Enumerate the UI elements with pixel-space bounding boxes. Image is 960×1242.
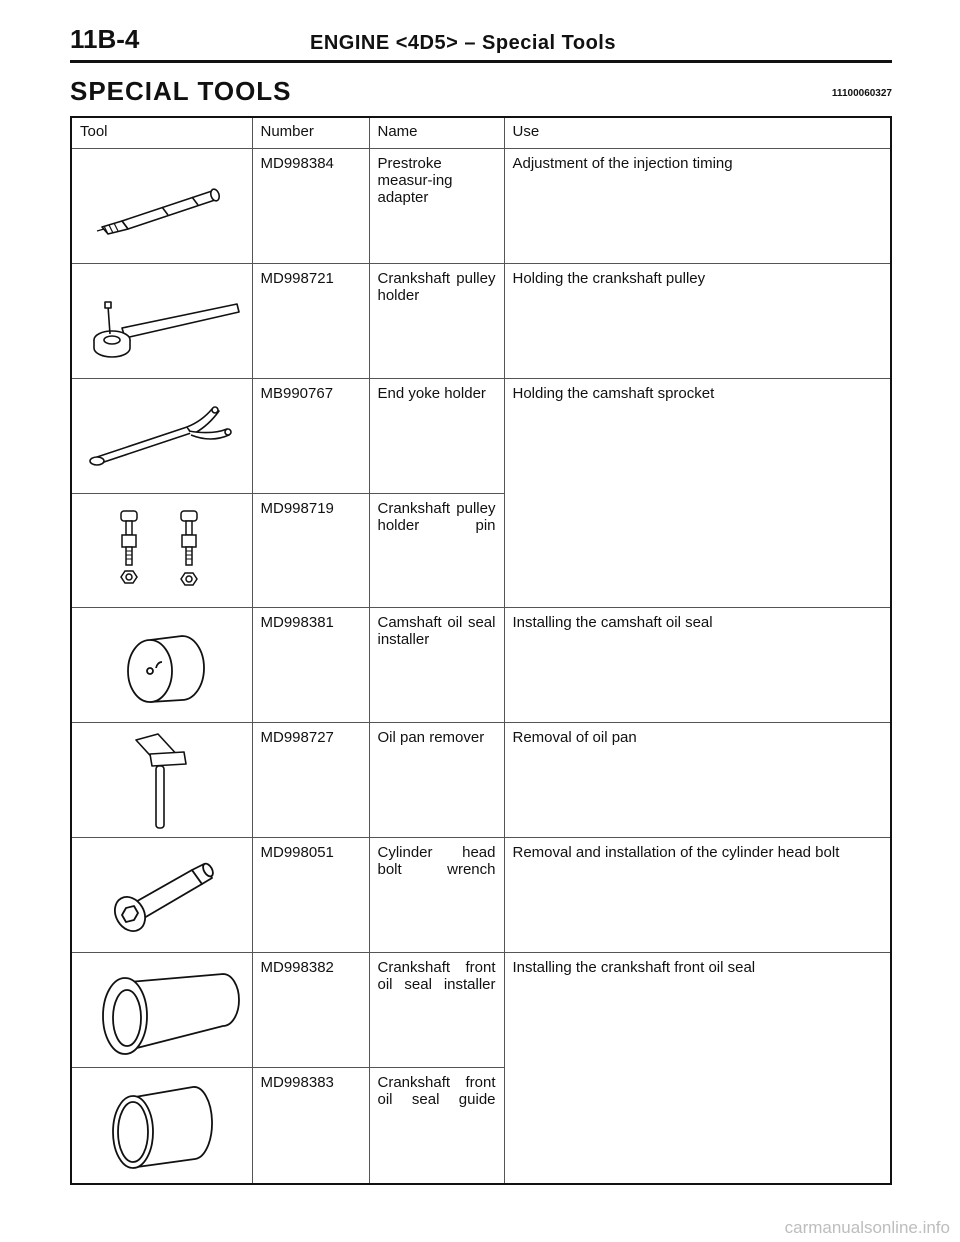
section-title: SPECIAL TOOLS [70,76,292,106]
table-header-row [71,117,891,149]
table-row [71,953,891,1068]
table-row [71,838,891,953]
tool-image-cell [71,494,252,608]
tool-use: Holding the camshaft sprocket [504,379,891,608]
end-yoke-holder-icon [77,391,247,481]
tool-image-cell [71,608,252,723]
prestroke-measuring-adapter-icon [82,161,242,251]
document-code: 11100060327 [831,88,892,99]
tool-use: Removal and installation of the cylinder head bolt [504,838,891,953]
tool-name: Cylinder head bolt wrench [377,844,496,878]
camshaft-oil-seal-installer-icon [102,620,222,710]
oil-pan-remover-icon [102,728,222,833]
tool-number: MD998727 [252,723,369,838]
front-oil-seal-guide-icon [87,1075,237,1175]
running-title: ENGINE <4D5> – Special Tools [310,32,616,54]
tool-use: Holding the crankshaft pulley [504,264,891,379]
tool-number: MD998383 [252,1068,369,1184]
watermark: carmanualsonline.info [784,1218,950,1237]
table-row [71,608,891,723]
tool-name: Crankshaft front oil seal installer [377,959,496,993]
column-header-name: Name [369,117,504,149]
tool-number: MD998381 [252,608,369,723]
table-row [71,264,891,379]
table-row [71,723,891,838]
column-header-tool: Tool [71,117,252,149]
tool-number: MD998721 [252,264,369,379]
tool-name: Oil pan remover [377,729,485,746]
tool-name: Crankshaft pulley holder pin [377,500,496,534]
tool-name: Prestroke measur-ing adapter [377,155,453,206]
tool-name: Crankshaft pulley holder [377,270,496,304]
tool-number: MD998719 [252,494,369,608]
crankshaft-pulley-holder-icon [77,276,247,366]
column-header-use: Use [504,117,891,149]
tool-image-cell [71,264,252,379]
tool-use: Installing the crankshaft front oil seal [504,953,891,1184]
tool-number: MD998051 [252,838,369,953]
header-rule [70,60,892,63]
table-row [71,149,891,264]
tool-image-cell [71,149,252,264]
page-number: 11B-4 [70,24,140,54]
holder-pin-icon [97,503,227,598]
tool-number: MD998384 [252,149,369,264]
tool-number: MB990767 [252,379,369,494]
tool-image-cell [71,1068,252,1184]
tool-use: Adjustment of the injection timing [504,149,891,264]
front-oil-seal-installer-icon [77,960,247,1060]
tool-use: Removal of oil pan [504,723,891,838]
tool-image-cell [71,953,252,1068]
tool-number: MD998382 [252,953,369,1068]
tool-name: End yoke holder [377,385,486,402]
tool-image-cell [71,838,252,953]
tool-name: Crankshaft front oil seal guide [377,1074,496,1108]
table-row [71,379,891,494]
tool-image-cell [71,723,252,838]
tool-name: Camshaft oil seal installer [377,614,496,648]
tool-image-cell [71,379,252,494]
tool-use: Installing the camshaft oil seal [504,608,891,723]
special-tools-table [70,116,892,1185]
cylinder-head-bolt-wrench-icon [92,848,232,943]
column-header-number: Number [252,117,369,149]
